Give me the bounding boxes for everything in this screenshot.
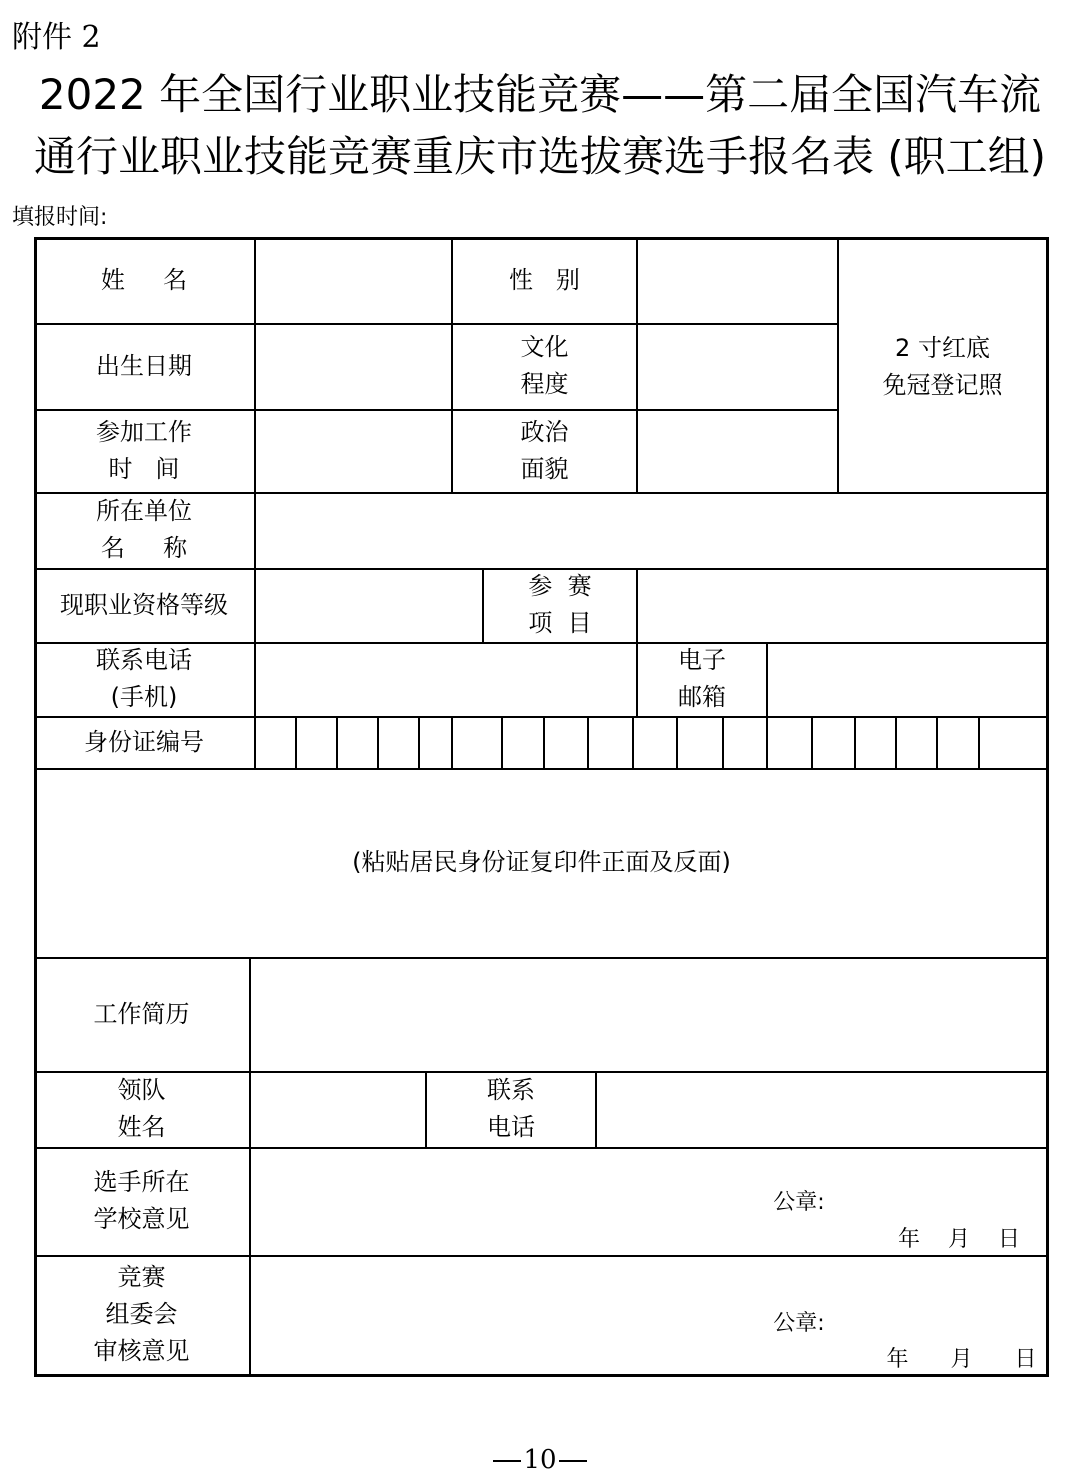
id-number-label: 身份证编号: [84, 727, 204, 756]
email-label: 电子 邮箱: [678, 646, 726, 711]
political-status-field[interactable]: [638, 411, 837, 492]
gender-label: 性 别: [509, 265, 580, 294]
education-field[interactable]: [638, 325, 837, 409]
name-field[interactable]: [256, 239, 451, 323]
committee-opinion-label: 竞赛 组委会 审核意见: [93, 1263, 190, 1365]
phone-label: 联系电话 (手机): [96, 646, 192, 711]
school-opinion-label: 选手所在 学校意见: [93, 1168, 190, 1233]
email-field[interactable]: [768, 644, 1046, 716]
id-copy-area[interactable]: (粘贴居民身份证复印件正面及反面): [352, 848, 731, 876]
form-title-line-1: 2022 年全国行业职业技能竞赛——第二届全国汽车流: [38, 70, 1042, 119]
work-history-label: 工作简历: [93, 999, 190, 1028]
id-number-boxes[interactable]: [256, 718, 1046, 768]
political-status-label: 政治 面貌: [520, 417, 569, 483]
event-field[interactable]: [638, 570, 1046, 642]
phone-field[interactable]: [256, 644, 636, 716]
name-label: 姓 名: [100, 265, 188, 294]
team-leader-label: 领队 姓名: [117, 1076, 166, 1141]
contact-phone-label: 联系 电话: [487, 1076, 535, 1141]
birth-date-field[interactable]: [256, 325, 451, 409]
fill-time-label: 填报时间:: [12, 205, 108, 230]
contact-phone-field[interactable]: [597, 1073, 1046, 1147]
form-title-line-2: 通行业职业技能竞赛重庆市选拔赛选手报名表 (职工组): [33, 132, 1047, 181]
work-start-field[interactable]: [256, 411, 451, 492]
attachment-label: 附件 2: [12, 20, 101, 55]
birth-date-label: 出生日期: [96, 351, 192, 380]
school-date: 年 月 日: [898, 1226, 1020, 1252]
qualification-label: 现职业资格等级: [60, 590, 228, 619]
registration-form-table: [34, 237, 1049, 1377]
committee-date: 年 月 日: [886, 1346, 1037, 1372]
gender-field[interactable]: [638, 239, 837, 323]
work-start-label: 参加工作 时 间: [96, 417, 192, 483]
committee-seal-label: 公章:: [773, 1310, 825, 1336]
employer-field[interactable]: [256, 494, 1046, 568]
qualification-field[interactable]: [256, 570, 482, 642]
photo-placeholder[interactable]: 2 寸红底 免冠登记照: [882, 334, 1003, 399]
event-label: 参 赛 项 目: [528, 572, 592, 637]
work-history-field[interactable]: [251, 959, 1046, 1071]
page-number: [0, 1445, 1080, 1475]
team-leader-field[interactable]: [251, 1073, 425, 1147]
page-number-value: 10: [523, 1445, 557, 1475]
employer-label: 所在单位 名 称: [96, 497, 192, 562]
school-seal-label: 公章:: [773, 1189, 825, 1215]
education-label: 文化 程度: [520, 333, 569, 398]
